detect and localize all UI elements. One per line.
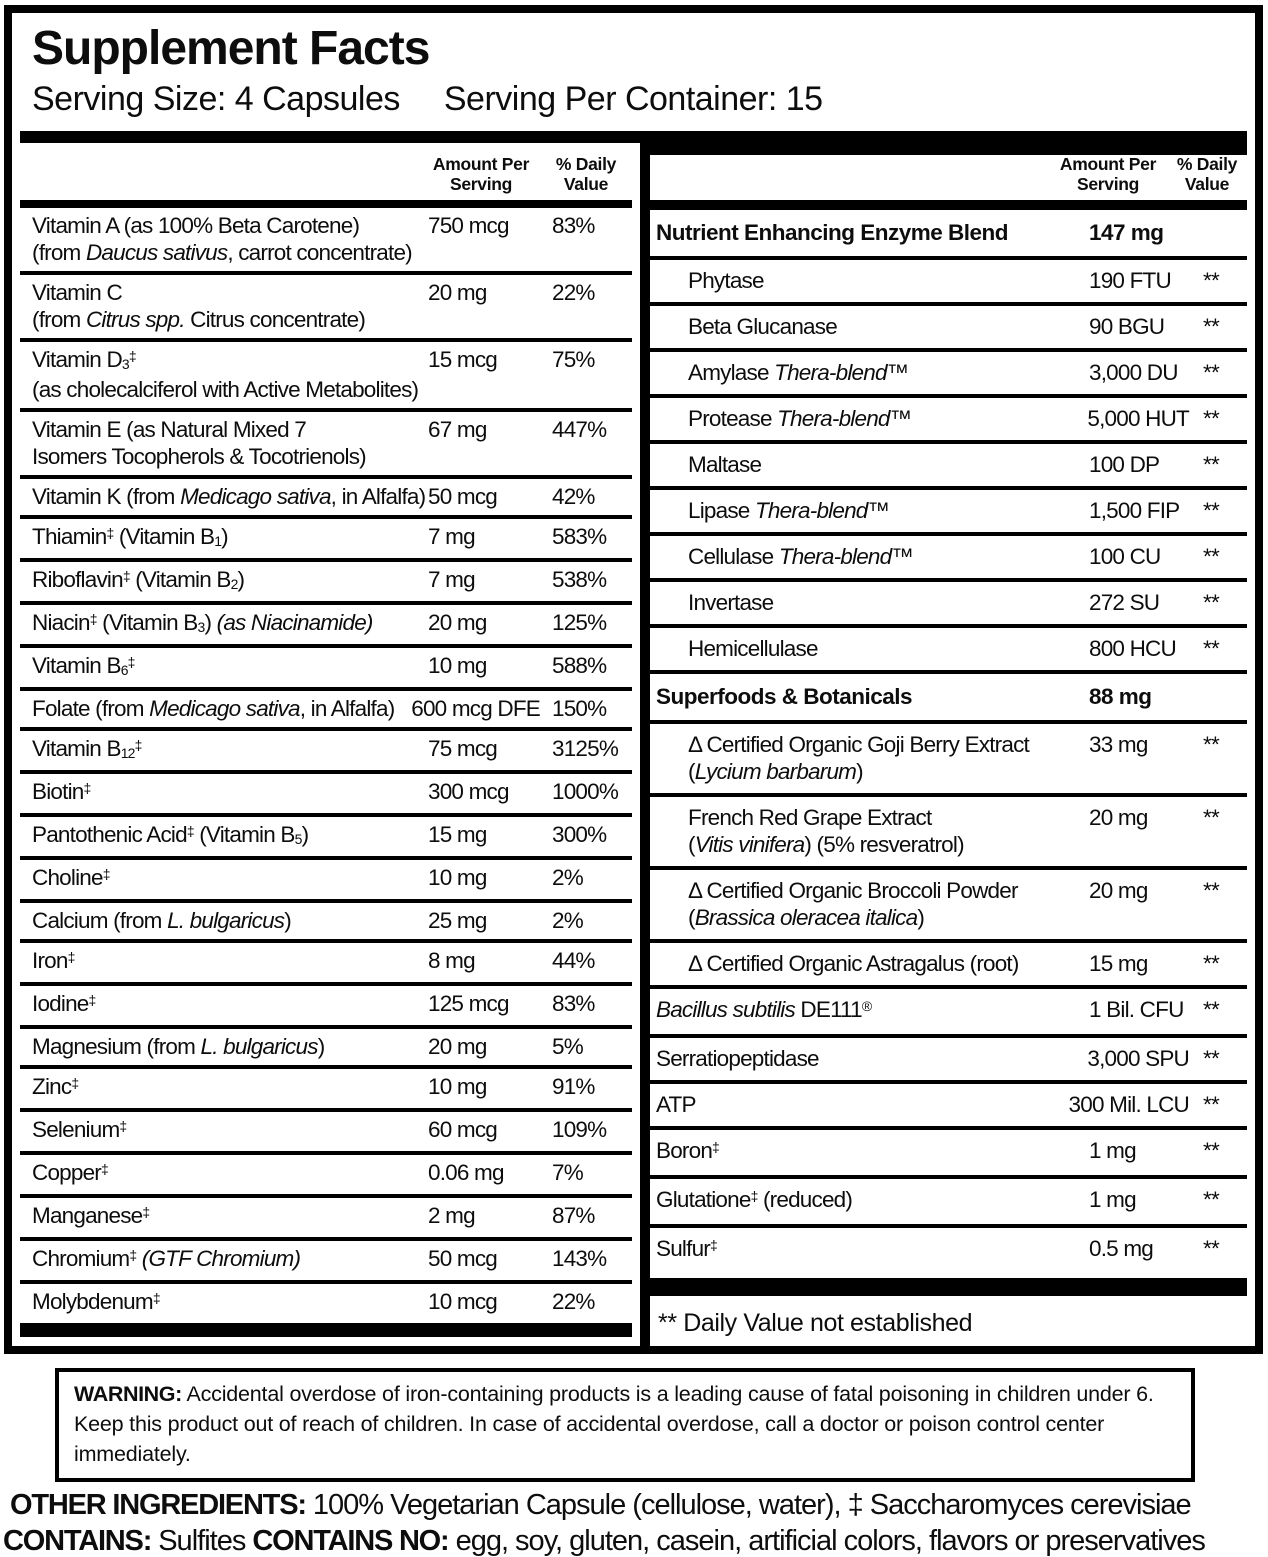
nutrient-amount: 67 mg xyxy=(428,416,487,442)
nutrient-daily-value: 42% xyxy=(552,483,595,509)
nutrient-name: Niacin‡ (Vitamin $B_3$) (as Niacinamide) xyxy=(32,609,373,636)
nutrient-amount: 20 mg xyxy=(1089,878,1148,904)
contains-line xyxy=(3,1526,1268,1557)
nutrient-row xyxy=(650,1224,1247,1273)
nutrient-row xyxy=(650,486,1247,532)
nutrient-amount: 75 mcg xyxy=(428,735,497,761)
nutrient-daily-value: 588% xyxy=(552,652,607,678)
nutrient-name: Amylase Thera-blend™ xyxy=(688,360,909,386)
nutrient-daily-value: ** xyxy=(1203,498,1219,524)
contains-label: CONTAINS: xyxy=(3,1524,152,1557)
nutrient-name: Molybdenum‡ xyxy=(32,1288,160,1314)
nutrient-daily-value: 83% xyxy=(552,212,595,238)
vitamins-minerals-rows xyxy=(20,208,632,1323)
left-column-headers xyxy=(20,143,632,200)
nutrient-daily-value: ** xyxy=(1203,268,1219,294)
nutrient-amount: 7 mg xyxy=(428,523,475,549)
nutrient-name: Vitamin $D_3^\ddagger$ (as cholecalciferol with Active Metabolites) xyxy=(32,346,419,402)
nutrient-amount: 3,000 DU xyxy=(1089,360,1178,386)
nutrient-amount: 10 mcg xyxy=(428,1288,497,1314)
nutrient-name: ATP xyxy=(656,1092,696,1118)
nutrient-amount: 3,000 SPU xyxy=(1087,1046,1189,1072)
nutrient-name: Sulfur‡ xyxy=(656,1236,717,1262)
nutrient-daily-value: ** xyxy=(1203,805,1219,831)
nutrient-amount: 15 mg xyxy=(428,821,487,847)
nutrient-amount: 88 mg xyxy=(1089,684,1152,710)
right-column-headers xyxy=(650,155,1247,200)
nutrient-name: Copper‡ xyxy=(32,1159,108,1185)
nutrient-daily-value: ** xyxy=(1203,1236,1219,1262)
nutrient-amount: 800 HCU xyxy=(1089,636,1176,662)
nutrient-row xyxy=(20,1025,632,1065)
nutrient-name: Glutatione‡ (reduced) xyxy=(656,1187,853,1213)
nutrient-daily-value: ** xyxy=(1203,732,1219,758)
nutrient-row xyxy=(20,1237,632,1280)
nutrient-daily-value: 7% xyxy=(552,1159,583,1185)
nutrient-amount: 750 mcg xyxy=(428,212,509,238)
nutrient-daily-value: 22% xyxy=(552,1288,595,1314)
nutrient-name: Magnesium (from L. bulgaricus) xyxy=(32,1033,325,1059)
nutrient-row xyxy=(20,727,632,770)
nutrient-row xyxy=(20,982,632,1025)
daily-value-footnote: ** Daily Value not established xyxy=(658,1309,973,1338)
nutrient-daily-value: ** xyxy=(1203,314,1219,340)
nutrient-amount: 7 mg xyxy=(428,566,475,592)
nutrient-name: French Red Grape Extract (Vitis vinifera) (5% resveratrol) xyxy=(688,805,964,858)
nutrient-amount: 10 mg xyxy=(428,652,487,678)
nutrient-name: Riboflavin‡ (Vitamin $B_2$) xyxy=(32,566,245,593)
daily-value-header: % Daily Value xyxy=(1176,153,1238,194)
nutrient-daily-value: ** xyxy=(1203,406,1219,432)
nutrient-row xyxy=(20,515,632,558)
nutrient-row xyxy=(20,1151,632,1194)
nutrient-row xyxy=(650,578,1247,624)
supplement-facts-panel xyxy=(4,5,1263,1354)
nutrient-name: Chromium‡ (GTF Chromium) xyxy=(32,1245,301,1271)
nutrient-row xyxy=(20,770,632,813)
nutrient-row xyxy=(20,208,632,271)
nutrient-row xyxy=(20,644,632,687)
nutrient-daily-value: 150% xyxy=(552,695,607,721)
nutrient-name: Beta Glucanase xyxy=(688,314,837,340)
nutrient-daily-value: 3125% xyxy=(552,735,619,761)
amount-per-serving-header: Amount Per Serving xyxy=(1059,153,1157,194)
nutrient-name: Iron‡ xyxy=(32,947,75,973)
nutrient-row xyxy=(650,302,1247,348)
nutrient-name: Biotin‡ xyxy=(32,778,91,804)
nutrient-daily-value: 91% xyxy=(552,1073,595,1099)
nutrient-name: Choline‡ xyxy=(32,864,110,890)
nutrient-daily-value: ** xyxy=(1203,636,1219,662)
nutrient-name: Lipase Thera-blend™ xyxy=(688,498,890,524)
nutrient-amount: 10 mg xyxy=(428,864,487,890)
nutrient-name: Boron‡ xyxy=(656,1138,719,1164)
nutrient-daily-value: 143% xyxy=(552,1245,607,1271)
nutrient-name: Bacillus subtilis DE111® xyxy=(656,997,872,1023)
nutrient-name: Protease Thera-blend™ xyxy=(688,406,912,432)
nutrient-row xyxy=(650,939,1247,985)
nutrient-row xyxy=(650,394,1247,440)
contains-no-text: egg, soy, gluten, casein, artificial colors, flavors or preservatives xyxy=(455,1524,1205,1557)
nutrient-daily-value: ** xyxy=(1203,360,1219,386)
other-ingredients-text: 100% Vegetarian Capsule (cellulose, water), ‡ Saccharomyces cerevisiae xyxy=(312,1489,1191,1522)
nutrient-name: Superfoods & Botanicals xyxy=(656,684,913,710)
nutrient-name: Vitamin $B_{12}^\ddagger$ xyxy=(32,735,142,762)
warning-text: Accidental overdose of iron-containing products is a leading cause of fatal poisoning in children under 6. Keep this product out of reach of children. In case of accidental overdose, call a doctor or poison control center immediately. xyxy=(74,1382,1154,1467)
nutrient-name: Cellulase Thera-blend™ xyxy=(688,544,914,570)
nutrient-row xyxy=(650,720,1247,793)
nutrient-row xyxy=(20,338,632,408)
nutrient-daily-value: 583% xyxy=(552,523,607,549)
vitamins-minerals-column xyxy=(20,143,632,1346)
nutrient-amount: 147 mg xyxy=(1089,220,1164,246)
nutrient-amount: 100 CU xyxy=(1089,544,1161,570)
nutrient-amount: 10 mg xyxy=(428,1073,487,1099)
nutrient-row xyxy=(20,1108,632,1151)
nutrient-name: Δ Certified Organic Goji Berry Extract (Lycium barbarum) xyxy=(688,732,1029,785)
nutrient-daily-value: ** xyxy=(1203,1138,1219,1164)
warning-label: WARNING: xyxy=(74,1382,182,1406)
nutrient-row xyxy=(20,1280,632,1323)
nutrient-daily-value: ** xyxy=(1203,951,1219,977)
nutrient-name: Folate (from Medicago sativa, in Alfalfa) xyxy=(32,695,395,721)
nutrient-amount: 0.06 mg xyxy=(428,1159,504,1185)
nutrient-daily-value: 2% xyxy=(552,864,583,890)
nutrient-amount: 1 mg xyxy=(1089,1187,1136,1213)
panel-title: Supplement Facts xyxy=(32,22,430,75)
contains-no-label: CONTAINS NO: xyxy=(252,1524,449,1557)
nutrient-amount: 15 mg xyxy=(1089,951,1148,977)
nutrient-row xyxy=(20,1065,632,1108)
warning-box xyxy=(55,1368,1195,1482)
nutrient-row xyxy=(650,866,1247,939)
nutrient-name: Hemicellulase xyxy=(688,636,818,662)
nutrient-amount: 600 mcg DFE xyxy=(411,695,540,721)
nutrient-daily-value: ** xyxy=(1203,1046,1219,1072)
nutrient-amount: 90 BGU xyxy=(1089,314,1165,340)
nutrient-daily-value: 300% xyxy=(552,821,607,847)
nutrient-amount: 25 mg xyxy=(428,907,487,933)
nutrient-daily-value: ** xyxy=(1203,1092,1219,1118)
nutrient-daily-value: 109% xyxy=(552,1116,607,1142)
nutrient-name: Pantothenic Acid‡ (Vitamin $B_5$) xyxy=(32,821,309,848)
nutrient-daily-value: 75% xyxy=(552,346,595,372)
other-ingredients-line xyxy=(10,1490,1268,1521)
nutrient-daily-value: ** xyxy=(1203,1187,1219,1213)
nutrient-name: Zinc‡ xyxy=(32,1073,79,1099)
blends-rows xyxy=(650,210,1247,1273)
nutrient-name: Vitamin A (as 100% Beta Carotene) (from Daucus sativus, carrot concentrate) xyxy=(32,212,412,265)
group-header-row xyxy=(650,210,1247,256)
nutrient-amount: 1,500 FIP xyxy=(1089,498,1180,524)
nutrient-daily-value: 5% xyxy=(552,1033,583,1059)
nutrient-name: Maltase xyxy=(688,452,762,478)
amount-per-serving-header: Amount Per Serving xyxy=(432,153,530,194)
nutrient-name: Δ Certified Organic Astragalus (root) xyxy=(688,951,1019,977)
nutrient-name: Selenium‡ xyxy=(32,1116,127,1142)
nutrient-amount: 272 SU xyxy=(1089,590,1160,616)
nutrient-name: Invertase xyxy=(688,590,774,616)
nutrient-daily-value: ** xyxy=(1203,997,1219,1023)
nutrient-daily-value: 1000% xyxy=(552,778,619,804)
nutrient-amount: 5,000 HUT xyxy=(1087,406,1189,432)
right-column-bottom-bar xyxy=(650,1278,1247,1296)
serving-per-container: Serving Per Container: 15 xyxy=(443,79,823,118)
nutrient-amount: 2 mg xyxy=(428,1202,475,1228)
nutrient-amount: 20 mg xyxy=(428,279,487,305)
nutrient-name: Calcium (from L. bulgaricus) xyxy=(32,907,291,933)
nutrient-name: Manganese‡ xyxy=(32,1202,150,1228)
group-header-row xyxy=(650,670,1247,720)
nutrient-amount: 33 mg xyxy=(1089,732,1148,758)
nutrient-row xyxy=(20,271,632,338)
nutrient-daily-value: 22% xyxy=(552,279,595,305)
nutrient-row xyxy=(20,939,632,982)
daily-value-header: % Daily Value xyxy=(555,153,617,194)
nutrient-row xyxy=(650,1080,1247,1126)
nutrient-row xyxy=(20,813,632,856)
nutrient-row xyxy=(650,985,1247,1034)
facts-columns xyxy=(20,143,1247,1346)
nutrient-name: Iodine‡ xyxy=(32,990,96,1016)
serving-size: Serving Size: 4 Capsules xyxy=(32,79,400,118)
nutrient-amount: 20 mg xyxy=(1089,805,1148,831)
nutrient-daily-value: 538% xyxy=(552,566,607,592)
nutrient-name: Phytase xyxy=(688,268,764,294)
nutrient-row xyxy=(20,1194,632,1237)
nutrient-name: Δ Certified Organic Broccoli Powder (Brassica oleracea italica) xyxy=(688,878,1018,931)
nutrient-daily-value: 83% xyxy=(552,990,595,1016)
nutrient-row xyxy=(650,1175,1247,1224)
nutrient-name: Vitamin C (from Citrus spp. Citrus concentrate) xyxy=(32,279,366,332)
nutrient-name: Vitamin $B_6^\ddagger$ xyxy=(32,652,135,679)
nutrient-amount: 300 mcg xyxy=(428,778,509,804)
nutrient-amount: 1 Bil. CFU xyxy=(1089,997,1184,1023)
nutrient-row xyxy=(20,558,632,601)
nutrient-row xyxy=(650,532,1247,578)
nutrient-daily-value: 44% xyxy=(552,947,595,973)
nutrient-amount: 60 mcg xyxy=(428,1116,497,1142)
nutrient-amount: 190 FTU xyxy=(1089,268,1171,294)
nutrient-amount: 125 mcg xyxy=(428,990,509,1016)
nutrient-row xyxy=(20,408,632,475)
nutrient-row xyxy=(650,793,1247,866)
nutrient-amount: 0.5 mg xyxy=(1089,1236,1153,1262)
nutrient-name: Vitamin E (as Natural Mixed 7 Isomers Tocopherols & Tocotrienols) xyxy=(32,416,366,469)
nutrient-name: Thiamin‡ (Vitamin $B_1$) xyxy=(32,523,228,550)
nutrient-row xyxy=(20,601,632,644)
nutrient-daily-value: ** xyxy=(1203,544,1219,570)
nutrient-row xyxy=(650,348,1247,394)
nutrient-amount: 50 mcg xyxy=(428,483,497,509)
nutrient-daily-value: ** xyxy=(1203,452,1219,478)
nutrient-amount: 8 mg xyxy=(428,947,475,973)
nutrient-amount: 20 mg xyxy=(428,609,487,635)
nutrient-daily-value: 87% xyxy=(552,1202,595,1228)
nutrient-amount: 50 mcg xyxy=(428,1245,497,1271)
nutrient-row xyxy=(650,440,1247,486)
nutrient-amount: 300 Mil. LCU xyxy=(1068,1092,1189,1118)
panel-header xyxy=(18,13,1249,131)
nutrient-name: Vitamin K (from Medicago sativa, in Alfalfa) xyxy=(32,483,426,509)
nutrient-name: Serratiopeptidase xyxy=(656,1046,819,1072)
column-header-bar xyxy=(20,200,632,208)
left-column-bottom-bar xyxy=(20,1323,632,1337)
nutrient-name: Nutrient Enhancing Enzyme Blend xyxy=(656,220,1009,246)
nutrient-daily-value: 2% xyxy=(552,907,583,933)
serving-info xyxy=(32,80,1239,119)
nutrient-daily-value: ** xyxy=(1203,590,1219,616)
nutrient-row xyxy=(650,1034,1247,1080)
nutrient-row xyxy=(650,256,1247,302)
nutrient-amount: 20 mg xyxy=(428,1033,487,1059)
nutrient-daily-value: 125% xyxy=(552,609,607,635)
nutrient-row xyxy=(20,899,632,939)
nutrient-row xyxy=(20,856,632,899)
nutrient-amount: 100 DP xyxy=(1089,452,1160,478)
nutrient-row xyxy=(20,687,632,727)
contains-text: Sulfites xyxy=(158,1524,246,1557)
header-divider-bar xyxy=(20,131,1247,143)
nutrient-amount: 1 mg xyxy=(1089,1138,1136,1164)
nutrient-daily-value: ** xyxy=(1203,878,1219,904)
column-divider xyxy=(640,143,650,1346)
nutrient-row xyxy=(650,624,1247,670)
blends-column xyxy=(650,143,1247,1346)
nutrient-row xyxy=(20,475,632,515)
column-header-bar xyxy=(650,200,1247,210)
nutrient-daily-value: 447% xyxy=(552,416,607,442)
other-ingredients-label: OTHER INGREDIENTS: xyxy=(10,1489,306,1522)
nutrient-amount: 15 mcg xyxy=(428,346,497,372)
nutrient-row xyxy=(650,1126,1247,1175)
